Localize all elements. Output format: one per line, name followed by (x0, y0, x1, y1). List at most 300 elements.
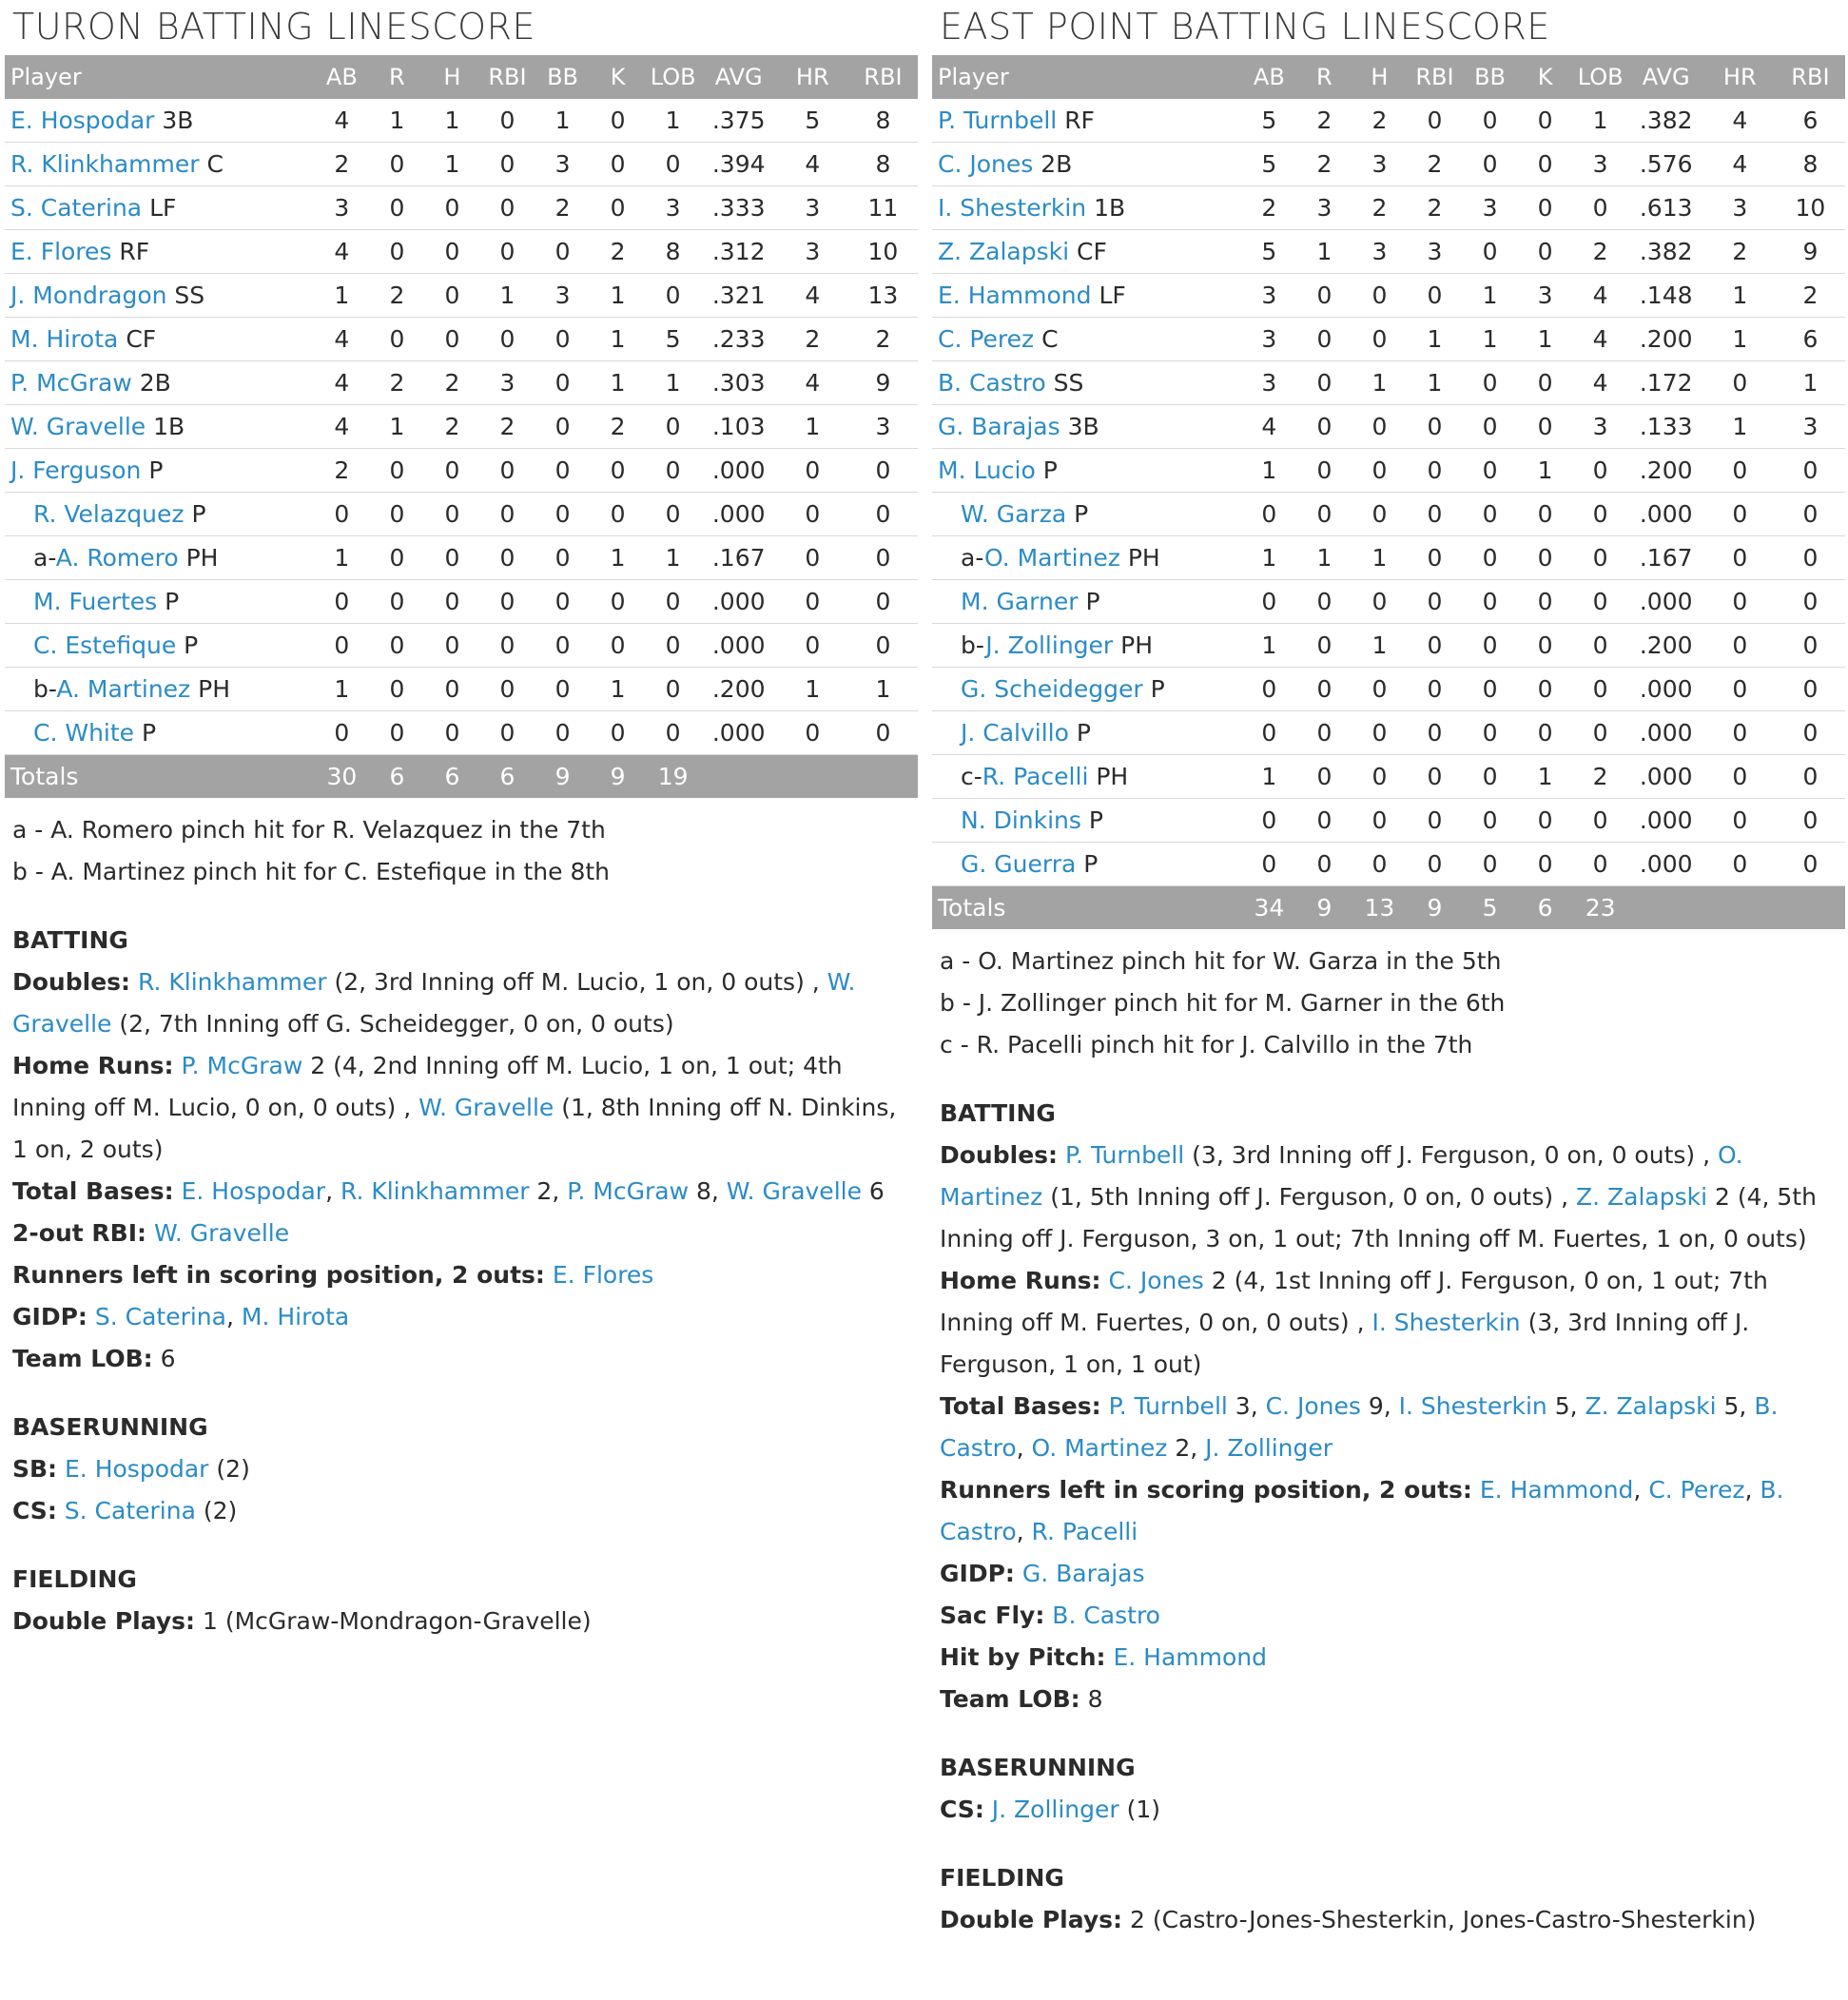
stat-line (940, 1469, 1845, 1553)
player-cell (932, 711, 1241, 755)
stat-cell: .382 (1628, 230, 1704, 274)
stat-cell: 0 (1704, 449, 1776, 493)
stat-cell: 0 (1352, 405, 1407, 449)
stat-cell: 0 (1518, 405, 1573, 449)
turon-substitution-notes (5, 809, 918, 893)
column-header: AB (314, 55, 369, 99)
stat-cell: 10 (1776, 186, 1845, 230)
stat-cell: 0 (848, 711, 918, 755)
player-position: P (184, 631, 199, 659)
player-name-link[interactable]: M. Lucio (938, 456, 1036, 484)
stat-cell: 0 (591, 99, 646, 143)
stat-line (12, 1296, 918, 1338)
player-cell (5, 405, 314, 449)
stat-cell: 2 (1704, 230, 1776, 274)
player-row (5, 405, 918, 449)
player-name-link[interactable]: Z. Zalapski (938, 238, 1070, 265)
column-header: RBI (848, 55, 918, 99)
stat-cell: 0 (1407, 711, 1462, 755)
player-name-link[interactable]: P. McGraw (181, 1052, 303, 1079)
stat-label: Home Runs: (940, 1267, 1101, 1294)
stat-label: CS: (12, 1497, 57, 1524)
stat-text: (1, 5th Inning off J. Ferguson, 0 on, 0 outs) , (1042, 1183, 1576, 1211)
stat-cell: 1 (314, 274, 369, 318)
substitution-note: c - R. Pacelli pinch hit for J. Calvillo in the 7th (940, 1031, 1473, 1058)
player-row (932, 230, 1845, 274)
stat-cell: 1 (1463, 318, 1518, 361)
player-name-link[interactable]: J. Zollinger (985, 631, 1114, 659)
stat-cell: 4 (314, 405, 369, 449)
player-cell (932, 405, 1241, 449)
stat-cell: 2 (1296, 143, 1352, 186)
player-name-link[interactable]: W. Gravelle (153, 1219, 290, 1247)
stat-cell: .312 (701, 230, 777, 274)
player-name-link[interactable]: G. Barajas (938, 413, 1060, 440)
sub-prefix: a- (33, 544, 56, 572)
stat-text (146, 1219, 154, 1247)
player-name-link[interactable]: J. Ferguson (10, 456, 142, 484)
stat-cell: 0 (369, 624, 424, 668)
stat-text: (2, 7th Inning off G. Scheidegger, 0 on, 0 outs) (111, 1010, 674, 1038)
player-cell (932, 536, 1241, 580)
column-header: LOB (1573, 55, 1628, 99)
player-name-link[interactable]: P. McGraw (10, 369, 132, 397)
player-cell (5, 99, 314, 143)
stat-cell: 0 (369, 230, 424, 274)
stat-cell: 3 (1241, 274, 1296, 318)
stat-text: (2) (195, 1497, 238, 1524)
stat-cell: 0 (1241, 668, 1296, 711)
stat-cell: 1 (1296, 230, 1352, 274)
stat-text (1472, 1476, 1480, 1504)
player-name-link[interactable]: C. Jones (1108, 1267, 1204, 1294)
player-row (932, 536, 1845, 580)
player-name-link[interactable]: P. Turnbell (938, 107, 1058, 134)
player-name-link[interactable]: C. Perez (938, 325, 1035, 353)
player-name-link[interactable]: W. Garza (961, 500, 1067, 528)
stat-text: 5, (1546, 1392, 1585, 1420)
sub-prefix: a- (961, 544, 985, 572)
stat-label: Runners left in scoring position, 2 outs: (940, 1476, 1472, 1504)
player-name-link[interactable]: W. Gravelle (726, 1177, 862, 1205)
stat-cell: 2 (1776, 274, 1845, 318)
stat-cell: 1 (1704, 405, 1776, 449)
player-name-link[interactable]: E. Hospodar (10, 107, 155, 134)
stat-cell: 5 (1241, 143, 1296, 186)
stat-cell: 1 (646, 99, 701, 143)
player-cell (5, 624, 314, 668)
totals-label: Totals (932, 886, 1241, 930)
stat-line (12, 1213, 918, 1254)
player-position: RF (1064, 107, 1095, 134)
stat-cell: 1 (1241, 755, 1296, 799)
stat-cell: .000 (1628, 755, 1704, 799)
stat-cell: 4 (777, 143, 848, 186)
player-name-link[interactable]: J. Zollinger (1205, 1434, 1333, 1462)
player-name-link[interactable]: I. Shesterkin (1398, 1392, 1547, 1420)
stat-cell: 2 (314, 449, 369, 493)
stat-cell: 2 (369, 361, 424, 405)
totals-cell: 9 (535, 755, 591, 799)
player-name-link[interactable]: R. Klinkhammer (10, 150, 200, 178)
stat-cell: 3 (848, 405, 918, 449)
stat-text: (1) (1119, 1796, 1161, 1823)
player-name-link[interactable]: M. Garner (961, 588, 1079, 615)
stat-cell: 0 (1296, 755, 1352, 799)
stat-section (932, 1857, 1845, 1941)
totals-cell: 9 (1407, 886, 1462, 930)
stat-cell: 0 (479, 449, 535, 493)
player-cell (5, 449, 314, 493)
stat-cell: 0 (1518, 143, 1573, 186)
player-position: P (191, 500, 206, 528)
stat-cell: 0 (848, 449, 918, 493)
stat-cell: 9 (1776, 230, 1845, 274)
stat-cell: 0 (369, 668, 424, 711)
player-name-link[interactable]: B. Castro (938, 369, 1046, 397)
player-name-link[interactable]: G. Barajas (1021, 1560, 1145, 1587)
player-name-link[interactable]: G. Scheidegger (961, 675, 1143, 703)
player-name-link[interactable]: A. Martinez (56, 675, 191, 703)
stat-cell: 0 (535, 668, 591, 711)
stat-line (12, 1254, 918, 1296)
player-name-link[interactable]: S. Caterina (94, 1303, 226, 1330)
stat-cell: .382 (1628, 99, 1704, 143)
stat-cell: 2 (369, 274, 424, 318)
player-name-link[interactable]: J. Calvillo (961, 719, 1069, 747)
stat-cell: 0 (1241, 580, 1296, 624)
stat-cell: 4 (1704, 143, 1776, 186)
stat-cell: 3 (777, 230, 848, 274)
stat-cell: 0 (1407, 799, 1462, 843)
player-name-link[interactable]: Z. Zalapski (1575, 1183, 1708, 1211)
player-name-link[interactable]: N. Dinkins (961, 806, 1081, 834)
player-name-link[interactable]: R. Pacelli (982, 763, 1089, 790)
player-name-link[interactable]: O. Martinez (984, 544, 1120, 572)
totals-cell (1776, 886, 1845, 930)
stat-cell: 0 (1518, 186, 1573, 230)
stat-cell: .000 (701, 493, 777, 536)
player-cell (5, 668, 314, 711)
stat-text: , (225, 1303, 242, 1330)
stat-cell: 3 (479, 361, 535, 405)
player-name-link[interactable]: B. Castro (940, 1392, 1779, 1462)
stat-line (12, 1045, 918, 1171)
stat-cell: 0 (848, 536, 918, 580)
stat-cell: 0 (479, 668, 535, 711)
player-cell (932, 624, 1241, 668)
stat-cell: 0 (1352, 799, 1407, 843)
stat-cell: 0 (1463, 536, 1518, 580)
stat-text: (1, 8th Inning off N. Dinkins, 1 on, 2 outs) (12, 1094, 897, 1163)
stat-cell: 5 (777, 99, 848, 143)
player-cell (932, 361, 1241, 405)
player-name-link[interactable]: E. Hospodar (181, 1177, 326, 1205)
player-name-link[interactable]: M. Hirota (10, 325, 119, 353)
player-position: PH (185, 544, 219, 572)
stat-cell: .233 (701, 318, 777, 361)
stat-cell: 2 (424, 361, 479, 405)
stat-cell: .000 (1628, 799, 1704, 843)
stat-text: , (325, 1177, 340, 1205)
stat-cell: 0 (1407, 449, 1462, 493)
totals-row (5, 755, 918, 799)
player-name-link[interactable]: W. Gravelle (12, 968, 856, 1038)
stat-cell: 9 (848, 361, 918, 405)
player-name-link[interactable]: M. Hirota (241, 1303, 350, 1330)
stat-section (5, 920, 918, 1380)
stat-cell: 0 (1241, 711, 1296, 755)
sub-prefix: b- (961, 631, 986, 659)
stat-cell: 0 (479, 624, 535, 668)
player-row (5, 624, 918, 668)
stat-cell: 4 (777, 361, 848, 405)
stat-cell: 2 (1296, 99, 1352, 143)
stat-text: 1 (McGraw-Mondragon-Gravelle) (195, 1607, 592, 1635)
turon-linescore-table (5, 55, 918, 798)
stat-label: GIDP: (12, 1303, 88, 1330)
stat-cell: 4 (1241, 405, 1296, 449)
player-position: P (148, 456, 164, 484)
section-heading: FIELDING (12, 1565, 137, 1593)
stat-label: SB: (12, 1455, 58, 1483)
stat-cell: 0 (777, 449, 848, 493)
player-row (932, 755, 1845, 799)
player-cell (5, 186, 314, 230)
stat-label: Doubles: (12, 968, 131, 996)
stat-line (12, 1171, 918, 1213)
player-position: PH (198, 675, 230, 703)
player-position: RF (119, 238, 150, 265)
stat-section (932, 1747, 1845, 1831)
stat-cell: 0 (1352, 449, 1407, 493)
stat-cell: 0 (1241, 843, 1296, 886)
player-cell (932, 99, 1241, 143)
stat-cell: 0 (1296, 843, 1352, 886)
player-name-link[interactable]: E. Hammond (1113, 1643, 1267, 1671)
stat-cell: 13 (848, 274, 918, 318)
player-name-link[interactable]: C. Estefique (33, 631, 177, 659)
stat-cell: 0 (479, 711, 535, 755)
player-name-link[interactable]: C. Jones (938, 150, 1034, 178)
player-name-link[interactable]: C. White (33, 719, 135, 747)
player-name-link[interactable]: I. Shesterkin (1371, 1309, 1521, 1336)
stat-cell: .394 (701, 143, 777, 186)
stat-cell: 3 (1352, 143, 1407, 186)
player-position: P (1150, 675, 1165, 703)
column-header: AVG (701, 55, 777, 99)
stat-cell: 0 (1463, 711, 1518, 755)
stat-cell: 0 (424, 186, 479, 230)
stat-cell: 8 (646, 230, 701, 274)
stat-cell: 2 (591, 405, 646, 449)
stat-label: Runners left in scoring position, 2 outs: (12, 1261, 545, 1289)
player-name-link[interactable]: P. McGraw (567, 1177, 690, 1205)
stat-cell: 0 (1407, 274, 1462, 318)
stat-cell: 0 (1518, 580, 1573, 624)
player-name-link[interactable]: R. Velazquez (33, 500, 185, 528)
stat-cell: 0 (535, 405, 591, 449)
stat-text: (3, 3rd Inning off J. Ferguson, 1 on, 1 out) (940, 1309, 1750, 1378)
column-header: LOB (646, 55, 701, 99)
stat-cell: 0 (1518, 536, 1573, 580)
totals-cell: 9 (591, 755, 646, 799)
player-position: CF (1077, 238, 1107, 265)
stat-cell: 3 (1518, 274, 1573, 318)
stat-cell: 1 (369, 99, 424, 143)
player-name-link[interactable]: S. Caterina (64, 1497, 196, 1524)
stat-cell: 0 (479, 536, 535, 580)
stat-text: , (1744, 1476, 1760, 1504)
player-name-link[interactable]: J. Mondragon (10, 282, 167, 309)
turon-stat-sections (5, 920, 918, 1642)
totals-cell (848, 755, 918, 799)
stat-label: Team LOB: (940, 1685, 1080, 1713)
player-name-link[interactable]: B. Castro (940, 1476, 1784, 1545)
stat-cell: 0 (777, 711, 848, 755)
stat-cell: 0 (424, 274, 479, 318)
player-cell (932, 274, 1241, 318)
player-position: C (206, 150, 224, 178)
stat-cell: 1 (777, 668, 848, 711)
player-name-link[interactable]: O. Martinez (1031, 1434, 1168, 1462)
stat-cell: 0 (591, 143, 646, 186)
stat-section (932, 1093, 1845, 1720)
player-name-link[interactable]: C. Jones (1265, 1392, 1361, 1420)
table-header-row (932, 55, 1845, 99)
player-name-link[interactable]: S. Caterina (10, 194, 143, 222)
player-row (5, 668, 918, 711)
stat-line (940, 1899, 1845, 1941)
player-name-link[interactable]: R. Pacelli (1031, 1518, 1138, 1545)
stat-line (12, 1448, 918, 1490)
player-name-link[interactable]: E. Flores (10, 238, 112, 265)
totals-cell: 30 (314, 755, 369, 799)
player-name-link[interactable]: R. Klinkhammer (340, 1177, 530, 1205)
stat-cell: 2 (479, 405, 535, 449)
column-header: BB (1463, 55, 1518, 99)
player-name-link[interactable]: P. Turnbell (1064, 1141, 1185, 1169)
stat-cell: 0 (1776, 580, 1845, 624)
stat-cell: 0 (646, 668, 701, 711)
stat-text (1015, 1560, 1022, 1587)
player-name-link[interactable]: G. Guerra (961, 850, 1077, 878)
stat-cell: 0 (479, 186, 535, 230)
player-row (5, 274, 918, 318)
stat-cell: 0 (1463, 493, 1518, 536)
stat-cell: 0 (1776, 799, 1845, 843)
stat-cell: 0 (1296, 318, 1352, 361)
stat-cell: .000 (1628, 580, 1704, 624)
eastpoint-substitution-notes (932, 941, 1845, 1066)
player-name-link[interactable]: E. Flores (552, 1261, 654, 1289)
player-name-link[interactable]: W. Gravelle (10, 413, 146, 440)
stat-cell: 0 (591, 624, 646, 668)
stat-cell: 0 (1241, 799, 1296, 843)
player-name-link[interactable]: I. Shesterkin (938, 194, 1087, 222)
stat-cell: 1 (1352, 624, 1407, 668)
stat-cell: 0 (535, 493, 591, 536)
stat-cell: 0 (1776, 449, 1845, 493)
stat-cell: 0 (424, 668, 479, 711)
player-name-link[interactable]: B. Castro (1052, 1602, 1160, 1629)
player-row (932, 624, 1845, 668)
stat-text (1101, 1392, 1109, 1420)
stat-cell: 4 (314, 318, 369, 361)
player-name-link[interactable]: P. Turnbell (1108, 1392, 1228, 1420)
stat-cell: 0 (535, 449, 591, 493)
stat-cell: 0 (424, 536, 479, 580)
stat-cell: 1 (479, 274, 535, 318)
player-position: P (165, 588, 180, 615)
player-position: C (1041, 325, 1059, 353)
stat-cell: 0 (1407, 843, 1462, 886)
stat-cell: 0 (646, 274, 701, 318)
totals-cell: 6 (479, 755, 535, 799)
stat-cell: 0 (1407, 624, 1462, 668)
stat-cell: 2 (314, 143, 369, 186)
stat-cell: 0 (1296, 668, 1352, 711)
player-name-link[interactable]: R. Klinkhammer (137, 968, 327, 996)
column-header: H (424, 55, 479, 99)
stat-cell: 0 (1296, 711, 1352, 755)
player-row (932, 405, 1845, 449)
stat-line (940, 1789, 1845, 1831)
player-name-link[interactable]: A. Romero (55, 544, 179, 572)
player-name-link[interactable]: Z. Zalapski (1585, 1392, 1717, 1420)
stat-cell: 0 (1463, 668, 1518, 711)
stat-cell: .172 (1628, 361, 1704, 405)
stat-cell: 0 (777, 536, 848, 580)
player-name-link[interactable]: E. Hospodar (65, 1455, 209, 1483)
player-row (932, 361, 1845, 405)
player-name-link[interactable]: E. Hammond (1479, 1476, 1634, 1504)
totals-cell: 23 (1573, 886, 1628, 930)
stat-cell: 0 (1352, 668, 1407, 711)
player-name-link[interactable]: O. Martinez (940, 1141, 1743, 1211)
stat-cell: 1 (1573, 99, 1628, 143)
player-cell (932, 580, 1241, 624)
stat-cell: 0 (1518, 668, 1573, 711)
stat-text: 2 (4, 2nd Inning off M. Lucio, 1 on, 1 out; 4th Inning off M. Lucio, 0 on, 0 outs) , (12, 1052, 843, 1121)
stat-cell: 5 (646, 318, 701, 361)
stat-cell: 4 (777, 274, 848, 318)
table-body (5, 99, 918, 798)
player-name-link[interactable]: W. Gravelle (418, 1094, 554, 1121)
player-name-link[interactable]: M. Fuertes (33, 588, 158, 615)
stat-cell: 0 (848, 493, 918, 536)
stat-cell: 1 (1704, 274, 1776, 318)
stat-cell: .133 (1628, 405, 1704, 449)
stat-text: , (1016, 1434, 1032, 1462)
stat-cell: 0 (1296, 624, 1352, 668)
stat-cell: 0 (369, 580, 424, 624)
stat-cell: 0 (646, 449, 701, 493)
stat-cell: 0 (1296, 799, 1352, 843)
stat-cell: .148 (1628, 274, 1704, 318)
stat-cell: 3 (1704, 186, 1776, 230)
stat-cell: 0 (535, 711, 591, 755)
player-cell (5, 318, 314, 361)
stat-cell: 4 (314, 361, 369, 405)
stat-cell: 1 (591, 536, 646, 580)
player-name-link[interactable]: E. Hammond (938, 282, 1092, 309)
player-name-link[interactable]: C. Perez (1648, 1476, 1745, 1504)
column-header: HR (777, 55, 848, 99)
stat-cell: 0 (1776, 668, 1845, 711)
stat-cell: 2 (1352, 99, 1407, 143)
player-name-link[interactable]: J. Zollinger (991, 1796, 1119, 1823)
